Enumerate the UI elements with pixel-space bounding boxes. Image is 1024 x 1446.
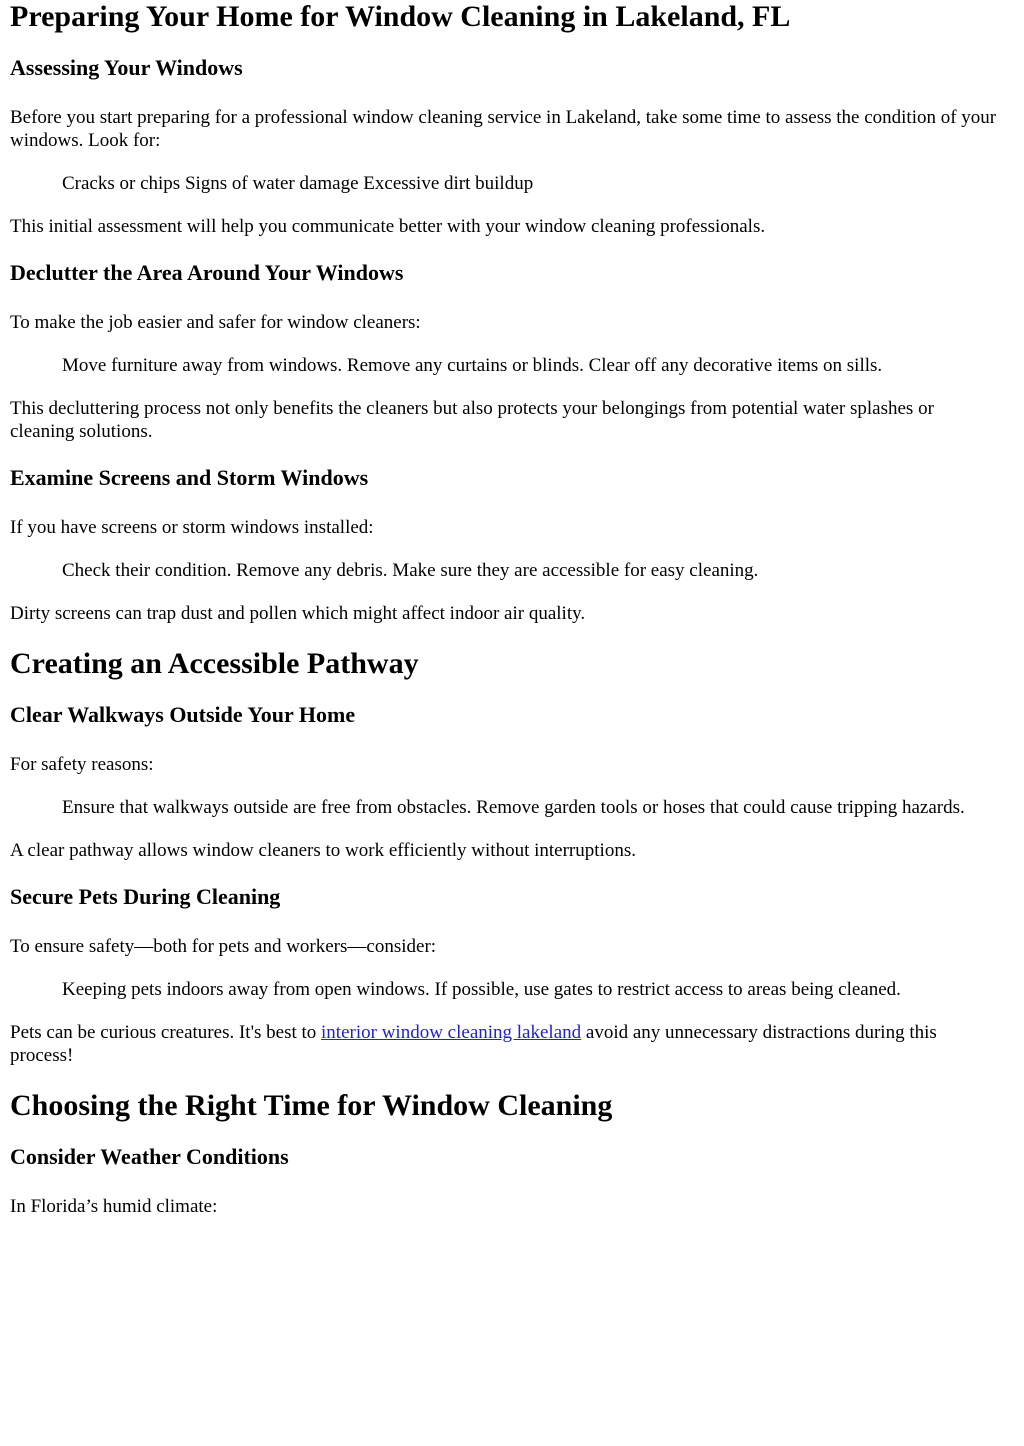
list-screens: Check their condition. Remove any debris. Make sure they are accessible for easy cleaning. [62, 560, 759, 581]
heading-accessible-pathway: Creating an Accessible Pathway [10, 647, 419, 680]
pets-outro-after: avoid any unnecessary distractions during this process! [10, 1022, 937, 1066]
paragraph-screens-outro: Dirty screens can trap dust and pollen which might affect indoor air quality. [10, 603, 586, 624]
list-pets: Keeping pets indoors away from open windows. If possible, use gates to restrict access to areas being cleaned. [62, 979, 901, 1000]
paragraph-walkways-outro: A clear pathway allows window cleaners to work efficiently without interruptions. [10, 840, 636, 861]
heading-assessing-windows: Assessing Your Windows [10, 55, 243, 80]
paragraph-declutter-intro: To make the job easier and safer for window cleaners: [10, 312, 421, 333]
paragraph-assessing-intro: Before you start preparing for a professional window cleaning service in Lakeland, take some time to assess the condition of your windows. Look for: [10, 107, 997, 151]
paragraph-declutter-outro: This decluttering process not only benefits the cleaners but also protects your belongings from potential water splashes or cleaning solutions. [10, 398, 934, 442]
heading-weather-conditions: Consider Weather Conditions [10, 1144, 289, 1169]
paragraph-pets-outro [10, 1021, 1000, 1067]
heading-screens: Examine Screens and Storm Windows [10, 465, 369, 490]
heading-clear-walkways: Clear Walkways Outside Your Home [10, 702, 356, 727]
list-declutter: Move furniture away from windows. Remove any curtains or blinds. Clear off any decorative items on sills. [62, 355, 883, 376]
list-assessing: Cracks or chips Signs of water damage Excessive dirt buildup [62, 173, 534, 194]
page-title: Preparing Your Home for Window Cleaning in Lakeland, FL [10, 0, 791, 33]
paragraph-pets-intro: To ensure safety—both for pets and workers—consider: [10, 936, 437, 957]
pets-outro-before: Pets can be curious creatures. It's best to [10, 1022, 322, 1043]
paragraph-screens-intro: If you have screens or storm windows installed: [10, 517, 374, 538]
paragraph-assessing-outro: This initial assessment will help you communicate better with your window cleaning professionals. [10, 216, 766, 237]
interior-window-cleaning-link[interactable]: interior window cleaning lakeland [321, 1022, 582, 1043]
heading-right-time: Choosing the Right Time for Window Cleaning [10, 1089, 613, 1122]
heading-secure-pets: Secure Pets During Cleaning [10, 884, 281, 909]
list-walkways: Ensure that walkways outside are free from obstacles. Remove garden tools or hoses that could cause tripping hazards. [62, 797, 965, 818]
heading-declutter: Declutter the Area Around Your Windows [10, 260, 404, 285]
paragraph-walkways-intro: For safety reasons: [10, 754, 154, 775]
paragraph-weather-intro: In Florida’s humid climate: [10, 1196, 218, 1217]
